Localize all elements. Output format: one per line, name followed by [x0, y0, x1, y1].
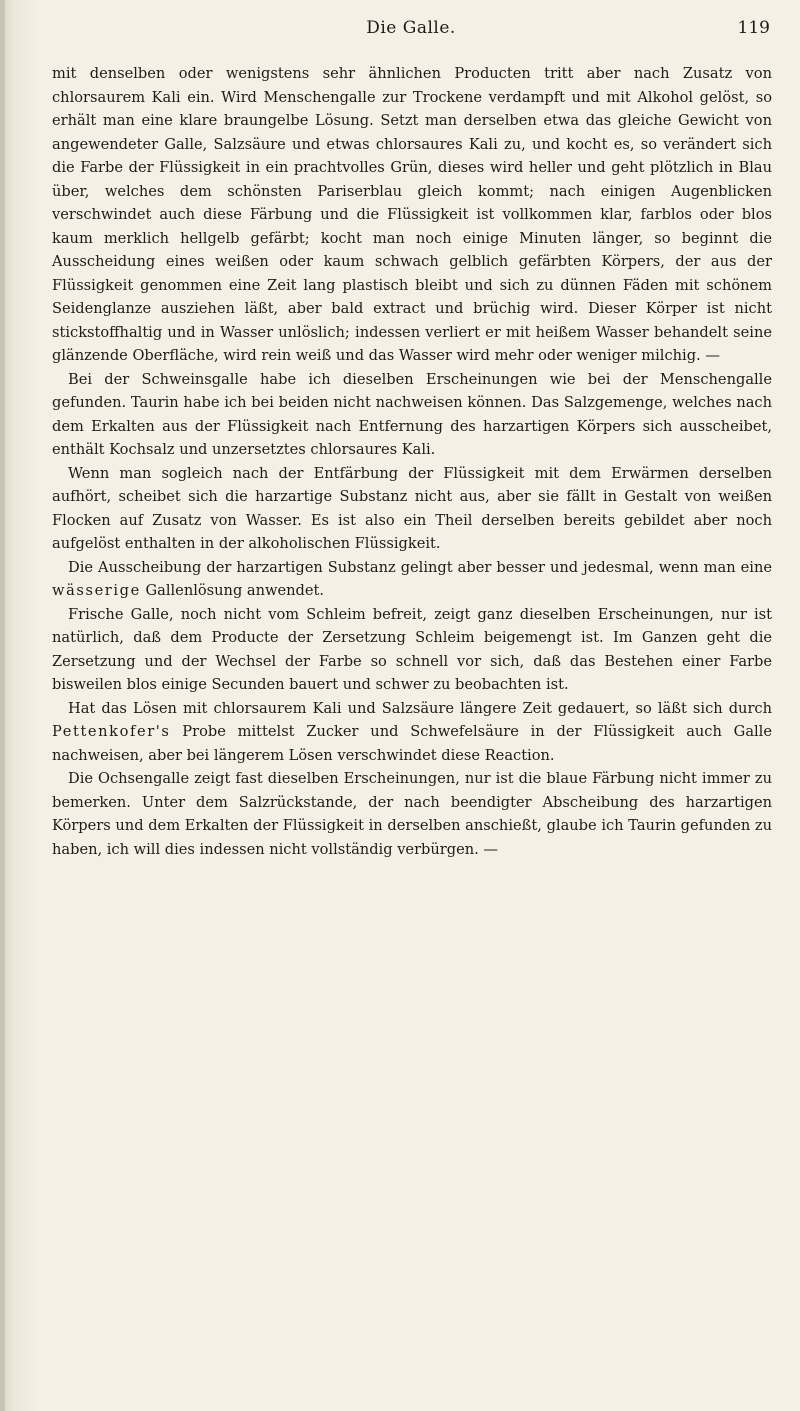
paragraph-4-end: Gallenlösung anwendet.	[140, 582, 325, 599]
body-text	[52, 62, 772, 861]
page-header	[52, 18, 770, 46]
page-number: 119	[737, 18, 770, 38]
paragraph-1: mit denselben oder wenigstens sehr ähnlichen Producten tritt aber nach Zusatz von chlorsaurem Kali ein. Wird Menschengalle zur Trockene verdampft und mit Alkohol gelöst, so erhält man eine klare braungelbe Lösung. Setzt man derselben etwa das gleiche Gewicht von angewendeter Galle, Salzsäure und etwas chlorsaures Kali zu, und kocht es, so verändert sich die Farbe der Flüssigkeit in ein prachtvolles Grün, dieses wird heller und geht plötzlich in Blau über, welches dem schönsten Pariserblau gleich kommt; nach einigen Augenblicken verschwindet auch diese Färbung und die Flüssigkeit ist vollkommen klar, farblos oder blos kaum merklich hellgelb gefärbt; kocht man noch einige Minuten länger, so beginnt die Ausscheidung eines weißen oder kaum schwach gelblich gefärbten Körpers, der aus der Flüssigkeit genommen eine Zeit lang plastisch bleibt und sich zu dünnen Fäden mit schönem Seidenglanze ausziehen läßt, aber bald extract und brüchig wird. Dieser Körper ist nicht stickstoffhaltig und in Wasser unlöslich; indessen verliert er mit heißem Wasser behandelt seine glänzende Oberfläche, wird rein weiß und das Wasser wird mehr oder weniger milchig. —	[52, 65, 772, 364]
paragraph-4	[52, 556, 772, 603]
paragraph-4-emphasis: wässerige	[52, 582, 141, 599]
page-spine-shadow	[0, 0, 5, 1411]
paragraph-6	[52, 697, 772, 768]
paragraph-6-start: Hat das Lösen mit chlorsaurem Kali und Salzsäure längere Zeit gedauert, so läßt sich durch	[68, 699, 772, 717]
paragraph-3: Wenn man sogleich nach der Entfärbung der Flüssigkeit mit dem Erwärmen derselben aufhört, scheibet sich die harzartige Substanz nicht aus, aber sie fällt in Gestalt von weißen Flocken auf Zusatz von Wasser. Es ist also ein Theil derselben bereits gebildet aber noch aufgelöst enthalten in der alkoholischen Flüssigkeit.	[52, 464, 772, 552]
paragraph-5: Frische Galle, noch nicht vom Schleim befreit, zeigt ganz dieselben Erscheinungen, nur ist natürlich, daß dem Producte der Zersetzung Schleim beigemengt ist. Im Ganzen geht die Zersetzung und der Wechsel der Farbe so schnell vor sich, daß das Bestehen einer Farbe bisweilen blos einige Secunden bauert und schwer zu beobachten ist.	[52, 605, 772, 693]
paragraph-4-start: Die Ausscheibung der harzartigen Substanz gelingt aber besser und jedesmal, wenn man eine	[68, 558, 772, 576]
paragraph-2: Bei der Schweinsgalle habe ich dieselben Erscheinungen wie bei der Menschengalle gefunden. Taurin habe ich bei beiden nicht nachweisen können. Das Salzgemenge, welches nach dem Erkalten aus der Flüssigkeit nach Entfernung des harzartigen Körpers sich ausscheibet, enthält Kochsalz und unzersetztes chlorsaures Kali.	[52, 370, 772, 458]
paragraph-7: Die Ochsengalle zeigt fast dieselben Erscheinungen, nur ist die blaue Färbung nicht immer zu bemerken. Unter dem Salzrückstande, der nach beendigter Abscheibung des harzartigen Körpers und dem Erkalten der Flüssigkeit in derselben anschießt, glaube ich Taurin gefunden zu haben, ich will dies indessen nicht vollständig verbürgen. —	[52, 770, 772, 858]
running-title: Die Galle.	[366, 18, 456, 38]
paragraph-6-emphasis: Pettenkofer's	[52, 723, 171, 740]
paragraph-6-end: Probe mittelst Zucker und Schwefelsäure in der Flüssigkeit auch Galle nachweisen, aber bei längerem Lösen verschwindet diese Reaction.	[52, 723, 772, 764]
